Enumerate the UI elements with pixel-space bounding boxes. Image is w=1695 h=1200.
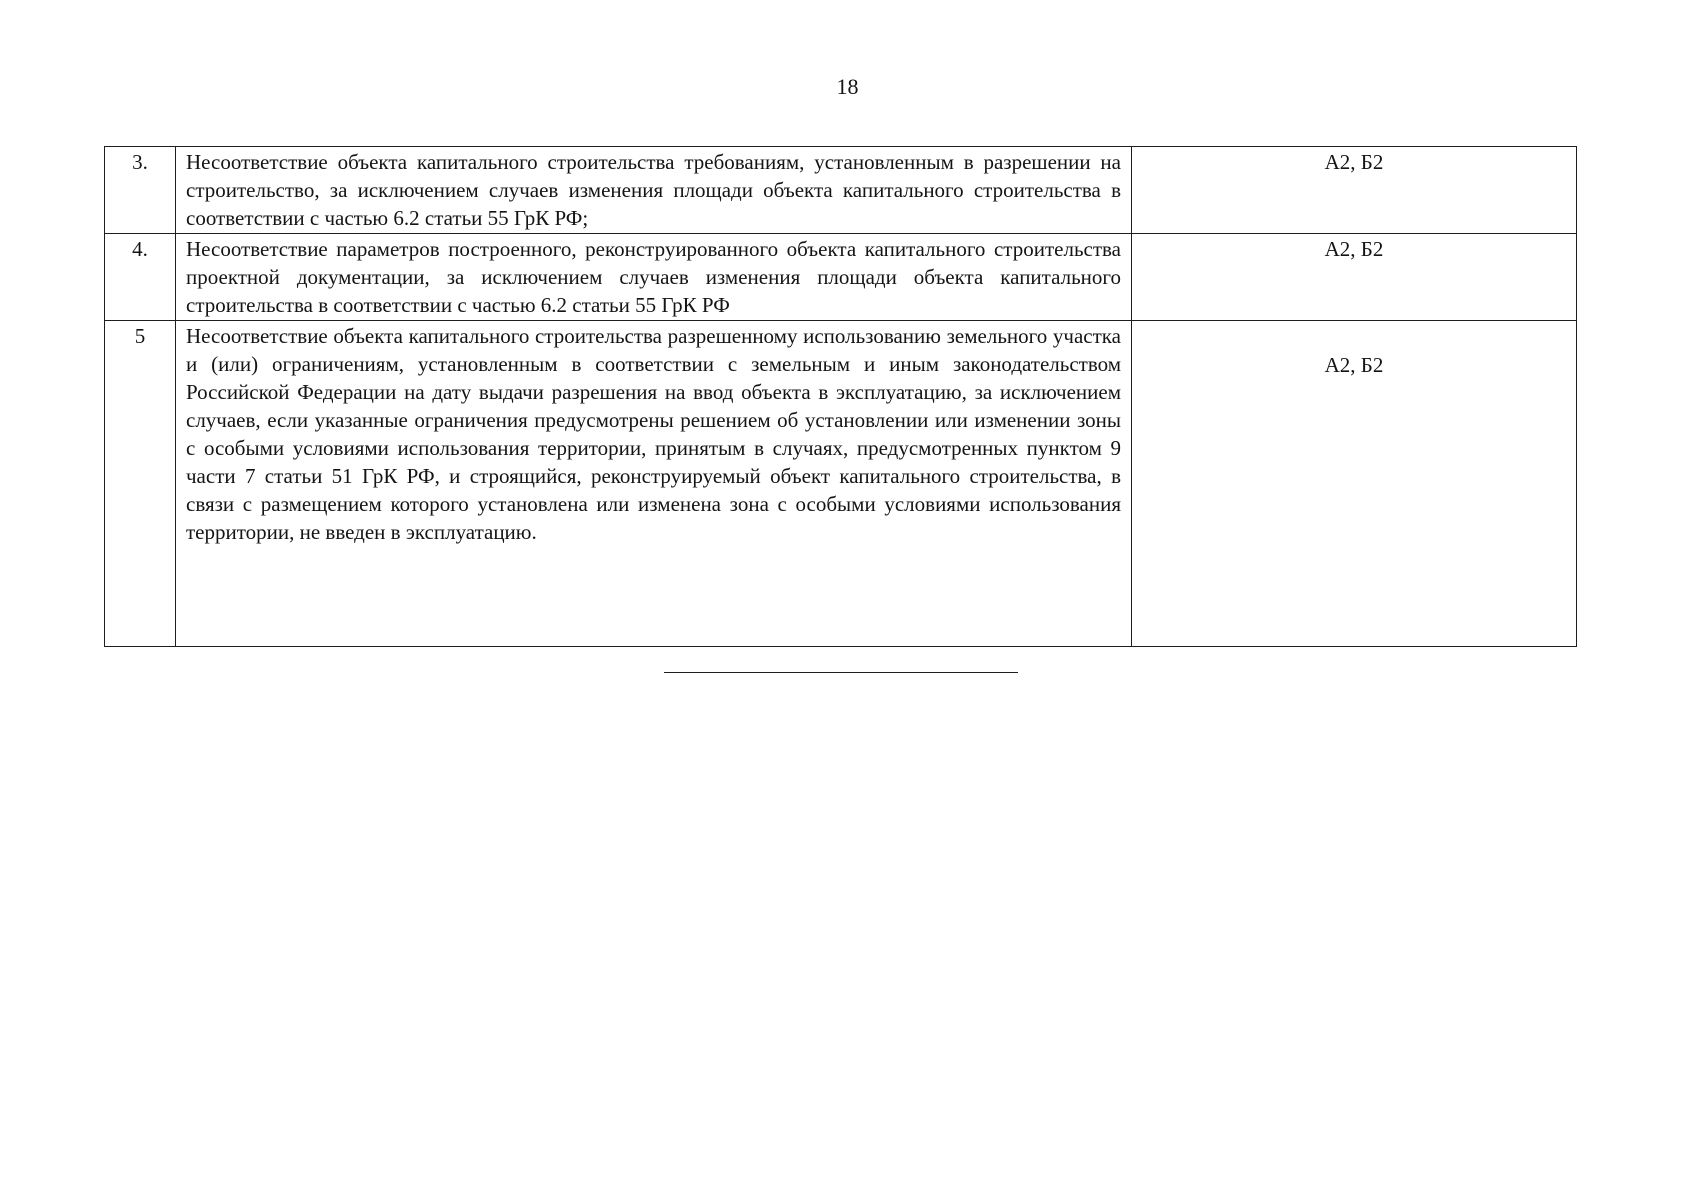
row-code: А2, Б2	[1132, 147, 1577, 234]
row-description: Несоответствие объекта капитального строительства разрешенному использованию земельного участка и (или) ограничениям, установленным в соответствии с земельным и иным законодательством Российской Федерации на дату выдачи разрешения на ввод объекта в эксплуатацию, за исключением случаев, если указанные ограничения предусмотрены решением об установлении или изменении зоны с особыми условиями использования территории, принятым в случаях, предусмотренных пунктом 9 части 7 статьи 51 ГрК РФ, и строящийся, реконструируемый объект капитального строительства, в связи с размещением которого установлена или изменена зона с особыми условиями использования территории, не введен в эксплуатацию.	[176, 321, 1132, 647]
table-row	[105, 234, 1577, 321]
row-description: Несоответствие объекта капитального строительства требованиям, установленным в разрешении на строительство, за исключением случаев изменения площади объекта капитального строительства в соответствии с частью 6.2 статьи 55 ГрК РФ;	[176, 147, 1132, 234]
table-row	[105, 147, 1577, 234]
row-number: 3.	[105, 147, 176, 234]
row-code: А2, Б2	[1132, 321, 1577, 647]
table-row	[105, 321, 1577, 647]
row-number: 5	[105, 321, 176, 647]
row-number: 4.	[105, 234, 176, 321]
page-number: 18	[836, 74, 859, 99]
requirements-table	[104, 146, 1577, 647]
row-code: А2, Б2	[1132, 234, 1577, 321]
row-description: Несоответствие параметров построенного, реконструированного объекта капитального строительства проектной документации, за исключением случаев изменения площади объекта капитального строительства в соответствии с частью 6.2 статьи 55 ГрК РФ	[176, 234, 1132, 321]
end-of-document-line	[664, 672, 1018, 673]
